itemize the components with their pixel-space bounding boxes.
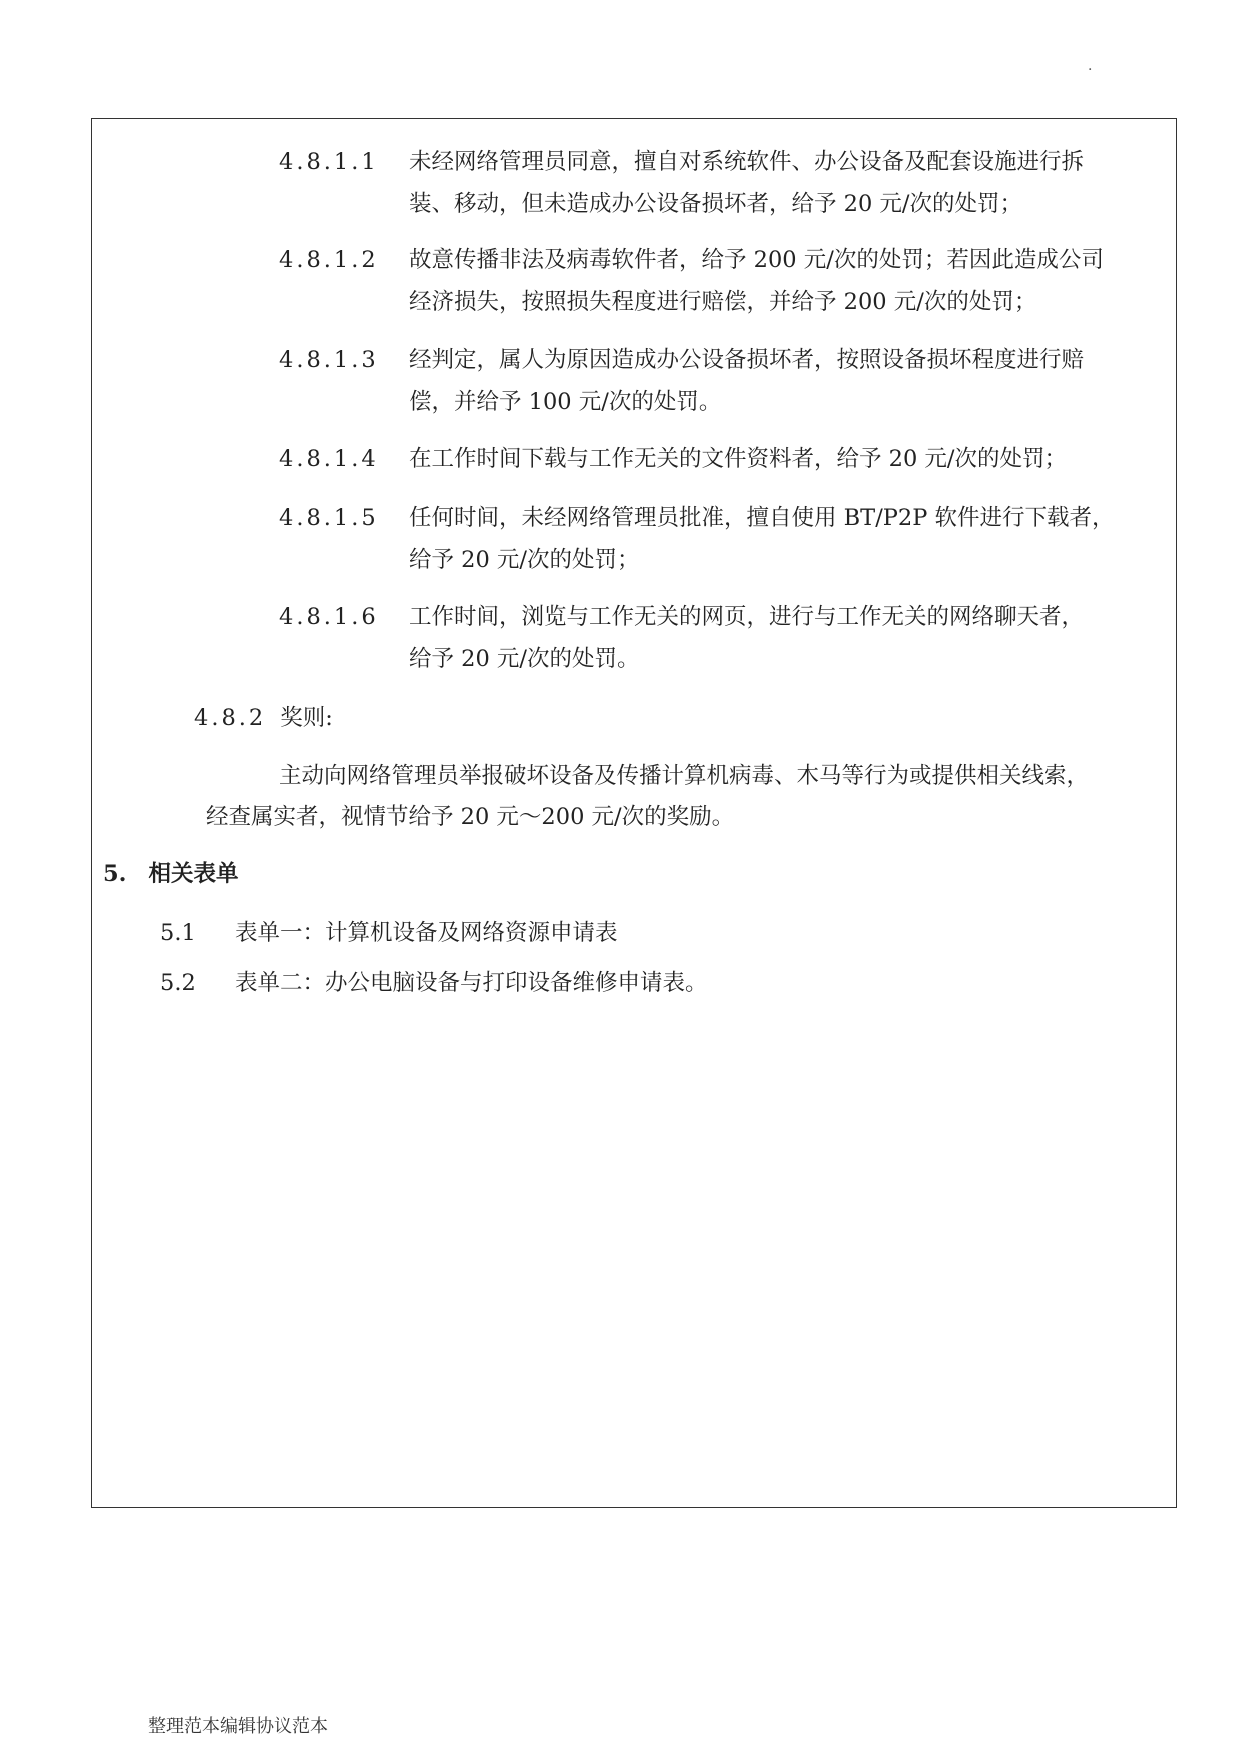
reward-number: 4.8.2: [194, 705, 267, 731]
form-number: 5.1: [160, 920, 196, 946]
page-footer: 整理范本编辑协议范本: [148, 1716, 328, 1737]
rule-text: [409, 438, 1169, 480]
rule-text-line: 经济损失，按照损失程度进行赔偿，并给予 200 元/次的处罚；: [409, 289, 1037, 315]
rule-text-line: 在工作时间下载与工作无关的文件资料者，给予 20 元/次的处罚；: [409, 446, 1068, 472]
reward-label: 奖则:: [280, 705, 333, 731]
reward-text-line-2: 经查属实者，视情节给予 20 元～200 元/次的奖励。: [206, 804, 735, 830]
section-label: 相关表单: [148, 861, 239, 887]
rule-number: 4.8.1.2: [279, 247, 379, 273]
section-5-title: [103, 853, 239, 895]
rule-number: 4.8.1.3: [279, 347, 379, 373]
rule-text-line: 任何时间，未经网络管理员批准，擅自使用 BT/P2P 软件进行下载者，: [409, 505, 1115, 531]
rule-text-line: 故意传播非法及病毒软件者，给予 200 元/次的处罚；若因此造成公司: [409, 247, 1104, 273]
form-text: 表单二：办公电脑设备与打印设备维修申请表。: [235, 970, 708, 996]
rule-text: [409, 141, 1169, 225]
form-number: 5.2: [160, 970, 196, 996]
rule-number: 4.8.1.4: [279, 446, 379, 472]
page-top-mark: .: [1088, 58, 1093, 74]
rule-text-line: 未经网络管理员同意，擅自对系统软件、办公设备及配套设施进行拆: [409, 149, 1085, 175]
reward-heading: [194, 697, 333, 739]
rule-number: 4.8.1.6: [279, 604, 379, 630]
rule-text-line: 给予 20 元/次的处罚；: [409, 547, 640, 573]
form-item-5-2: [160, 962, 708, 1004]
rule-text: [409, 339, 1169, 423]
rule-text-line: 工作时间，浏览与工作无关的网页，进行与工作无关的网络聊天者，: [409, 604, 1085, 630]
reward-text-line-1: 主动向网络管理员举报破坏设备及传播计算机病毒、木马等行为或提供相关线索，: [279, 763, 1090, 789]
rule-text-line: 经判定，属人为原因造成办公设备损坏者，按照设备损坏程度进行赔: [409, 347, 1085, 373]
rule-text-line: 偿，并给予 100 元/次的处罚。: [409, 389, 722, 415]
form-item-5-1: [160, 912, 618, 954]
rule-number: 4.8.1.1: [279, 149, 379, 175]
rule-text-line: 给予 20 元/次的处罚。: [409, 646, 640, 672]
content-frame: [91, 118, 1177, 1508]
rule-text: [409, 239, 1169, 323]
rule-number: 4.8.1.5: [279, 505, 379, 531]
form-text: 表单一：计算机设备及网络资源申请表: [235, 920, 618, 946]
rule-text: [409, 497, 1169, 581]
section-number: 5.: [103, 861, 127, 887]
rule-text-line: 装、移动，但未造成办公设备损坏者，给予 20 元/次的处罚；: [409, 191, 1023, 217]
rule-text: [409, 596, 1169, 680]
